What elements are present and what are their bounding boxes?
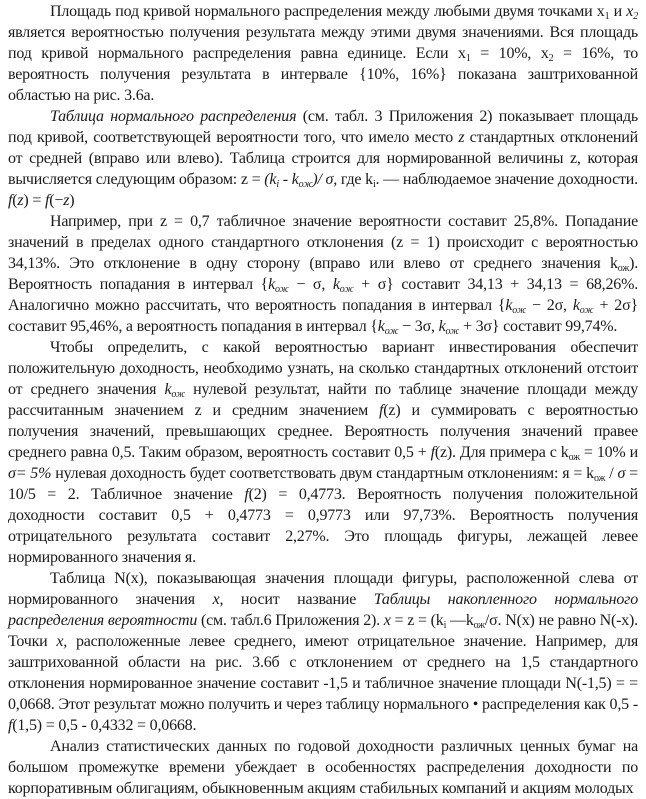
text-run: ). Вероятность попадания в интервал { <box>8 255 638 293</box>
text-run: σ <box>617 465 626 482</box>
text-run: k <box>268 276 275 293</box>
text-run: − 3σ, <box>398 318 439 335</box>
text-run: Таблица нормального распределения <box>50 108 297 125</box>
text-run: z <box>17 192 24 209</box>
text-run: (− <box>49 192 64 209</box>
text-run: / <box>605 465 618 482</box>
text-run: = 10/5 = 2. Табличное значение <box>8 465 638 503</box>
text-run: ) <box>69 192 75 209</box>
subscript: ож <box>384 326 399 337</box>
subscript: ож <box>298 179 313 190</box>
paragraph <box>8 337 638 568</box>
text-run: k <box>377 318 385 335</box>
text-run: (2) = 0,4773. Вероятность получения положительной доходности составит 0,5 + 0,4773 = 0,9773 или 97,73%. Вероятность получения отрицательного результата составит 2,27%. Это площадь фигуры, лежащей левее нормированного значения я. <box>8 486 639 566</box>
subscript: ож <box>579 305 594 316</box>
subscript: ож <box>339 284 354 295</box>
text-run: σ= 5% <box>8 465 52 482</box>
text-run: z <box>458 129 465 146</box>
text-run: ( <box>12 192 18 209</box>
text-run: k <box>438 318 446 335</box>
text-run: f <box>44 192 50 209</box>
text-run: стандартных отклонений от средней (вправо или влево). Таблица строится для нормированной величины z, которая вычисляется следующим образом: z = <box>8 129 638 188</box>
paragraph <box>8 1 638 106</box>
text-run: x <box>383 612 391 629</box>
subscript: ож <box>171 389 186 400</box>
text-run: k <box>332 276 340 293</box>
text-run: (z). Для примера с k <box>434 444 569 461</box>
text-run: = 10%, x <box>470 45 549 62</box>
text-run: ) = <box>23 192 45 209</box>
paragraph <box>8 568 638 736</box>
text-run: f <box>8 717 13 734</box>
subscript: 2 <box>633 11 638 22</box>
text-run: (1,5) = 0,5 - 0,4332 = 0,0668. <box>12 717 197 734</box>
paragraph <box>8 106 638 211</box>
text-run: z <box>63 192 70 209</box>
text-run: является вероятностью получения результата между этими двумя значениями. Вся площадь под кривой нормального распределения равна единице. Если x <box>8 24 638 62</box>
subscript: 1 <box>465 53 471 64</box>
text-run: + 3σ} составит 99,74%. <box>459 318 618 335</box>
text-run: (k <box>264 171 277 188</box>
text-run: - k <box>278 171 299 188</box>
text-run: + 2σ} составит 95,46%, а вероятность попадания в интервал { <box>8 297 639 335</box>
text-run: x <box>626 3 634 20</box>
text-run: расположенные левее среднего, имеют отрицательное значение. Например, для заштрихованной области на рис. 3.6б с отклонением от среднего на 1,5 стандартного отклонения нормированное значение составит -1,5 и табличное значение площади N(-1,5) = = 0,0668. Этот результат можно получить и через таблицу нормального • распределения как 0,5 - <box>8 633 638 713</box>
text-run: + σ} составит 34,13 + 34,13 = 68,26%. Аналогично можно рассчитать, что вероятность попадания в интервал { <box>8 276 638 314</box>
text-run: (z) и суммировать с вероятностью получения значений, превышающих среднее. Вероятность получения значений правее среднего равна 0,5. Таким образом, вероятность составит 0,5 + <box>8 402 638 461</box>
text-run: (см. табл.6 Приложения 2). <box>197 612 384 629</box>
text-run: − σ, <box>288 276 333 293</box>
text-run: . — наблюдаемое значение доходности. <box>375 171 638 188</box>
subscript: ож <box>593 473 606 484</box>
text-run: )/ σ, <box>312 171 338 188</box>
paragraph <box>8 736 638 799</box>
text-run: Анализ статистических данных по годовой доходности различных ценных бумаг на большом промежутке времени убеждает в особенностях распределения доходности по корпоративным облигациям, обыкновенным акциям стабильных компаний и акциям молодых <box>8 738 638 797</box>
text-run: f <box>379 402 384 419</box>
text-run: Например, при z = 0,7 табличное значение вероятности составит 25,8%. Попадание значений в пределах одного стандартного отклонения (z = 1) происходит с вероятностью 34,13%. Это отклонение в одну сторону (вправо или влево от среднего значения k <box>8 213 638 272</box>
subscript: ож <box>617 263 630 274</box>
text-run: − 2σ, <box>525 297 573 314</box>
text-run: /σ. N(x) не равно N(-x). Точки <box>8 612 638 650</box>
subscript: i <box>372 179 376 190</box>
subscript: ож <box>274 284 289 295</box>
subscript: ож <box>512 305 526 316</box>
subscript: i <box>276 179 279 190</box>
text-run: нулевой результат, найти по таблице значение площади между рассчитанным значением z и средним значением <box>8 381 638 419</box>
subscript: ож <box>445 326 460 337</box>
text-run: = 16%, то вероятность получения результата в интервале {10%, 16%} показана заштрихованной областью на рис. 3.6а. <box>8 45 638 104</box>
subscript: ож <box>473 620 485 631</box>
text-run: f <box>8 192 13 209</box>
text-run: Таблицы накопленного нормального распределения вероятности <box>8 591 639 629</box>
subscript: 1 <box>604 11 610 22</box>
text-run: где k <box>337 171 373 188</box>
subscript: 2 <box>548 53 554 64</box>
subscript: i <box>443 620 447 631</box>
text-run: —k <box>446 612 474 629</box>
text-run: (см. табл. 3 Приложения 2) показывает площадь под кривой, соответствующей вероятности того, что имело место <box>8 108 638 146</box>
text-run: f <box>244 486 249 503</box>
paragraph <box>8 211 638 337</box>
text-run: Чтобы определить, с какой вероятностью вариант инвестирования обеспечит положительную доходность, необходимо узнать, на сколько стандартных отклонений отстоит от среднего значения <box>8 339 638 398</box>
text-run: k <box>164 381 172 398</box>
text-run: f <box>430 444 435 461</box>
text-run: носит название <box>223 591 374 608</box>
text-run: k <box>505 297 513 314</box>
text-run: x, <box>212 591 224 608</box>
text-run: k <box>572 297 580 314</box>
text-run: нулевая доходность будет соответствовать двум стандартным отклонениям: я = k <box>51 465 594 482</box>
text-run: = z = (k <box>390 612 444 629</box>
subscript: ож <box>568 452 580 463</box>
text-run: = 10% и <box>579 444 638 461</box>
text-run: Таблица N(x), показывающая значения площади фигуры, расположенной слева от нормированного значения <box>8 570 638 608</box>
text-run: и <box>609 3 627 20</box>
text-run: Площадь под кривой нормального распределения между любыми двумя точками x <box>50 3 605 20</box>
text-run: x, <box>56 633 68 650</box>
